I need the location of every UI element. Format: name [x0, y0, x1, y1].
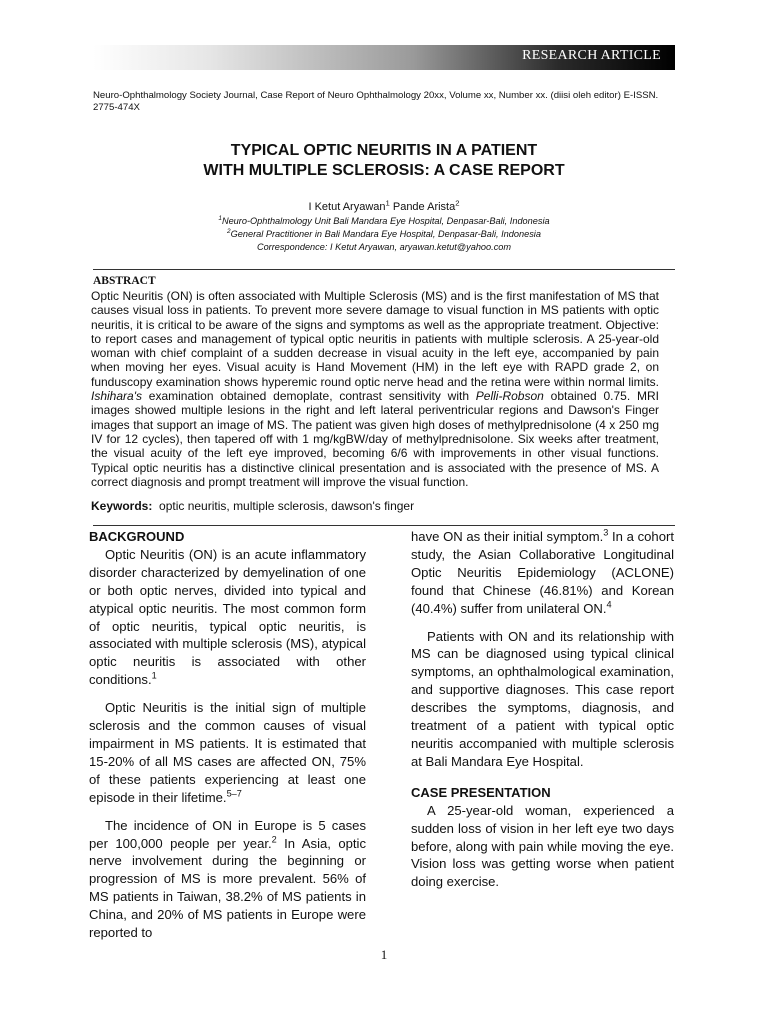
- affiliation-1-mark: 1: [218, 214, 222, 222]
- body-paragraph-text: Optic Neuritis is the initial sign of multiple sclerosis and the common causes of visual impairment in MS patients. It is estimated that 15-20% of all MS cases are affected ON, 75% of these patients experiencing at least one episode in their lifetime.: [89, 700, 366, 805]
- affiliation-2-text: General Practitioner in Bali Mandara Eye Hospital, Denpasar-Bali, Indonesia: [230, 229, 541, 239]
- body-paragraph: [411, 802, 674, 892]
- citation-ref: 4: [606, 599, 612, 610]
- title-line-1: TYPICAL OPTIC NEURITIS IN A PATIENT: [230, 142, 538, 159]
- abstract-heading: ABSTRACT: [93, 275, 156, 287]
- body-paragraph-text: A 25-year-old woman, experienced a sudden loss of vision in her left eye two days before, along with pain while moving the eye. Vision loss was getting worse when patient doing exercise.: [411, 802, 674, 890]
- background-heading: BACKGROUND: [89, 529, 185, 544]
- abstract-top-rule: [93, 269, 675, 270]
- body-paragraph-text: have ON as their initial symptom.: [411, 529, 604, 544]
- author-1: I Ketut Aryawan: [308, 201, 386, 213]
- paper-title: [93, 141, 675, 181]
- body-paragraph-text: In a cohort study, the Asian Collaborative Longitudinal Optic Neuritis Epidemiology (ACLONE) found that Chinese (46.81%) and Korean (40.4%) suffer from unilateral ON.: [411, 529, 674, 616]
- citation-ref: 1: [151, 670, 157, 681]
- keywords: [91, 499, 414, 513]
- page-number: 1: [380, 947, 388, 962]
- abstract-text-part: Optic Neuritis (ON) is often associated with Multiple Sclerosis (MS) and is the first manifestation of MS that causes visual loss in patients. To prevent more severe damage to visual function in MS patients with optic neuritis, it is critical to be aware of the signs and symptoms as well as the appropriate treatment. Objective: to report cases and management of typical optic neuritis in patients with multiple sclerosis. A 25-year-old woman with chief complaint of a sudden decrease in visual acuity in the left eye, accompanied by pain when moving her eyes. Visual acuity is Hand Movement (HM) in the left eye with RAPD grade 2, on funduscopy examination shows hyperemic round optic nerve head and the retina were within normal limits.: [91, 289, 659, 389]
- body-paragraph-text: In Asia, optic nerve involvement during the beginning or progression of MS is more prevalent. 56% of MS patients in Taiwan, 38.2% of MS patients in China, and 20% of MS patients in Europe were reported to: [89, 835, 366, 941]
- abstract-italic-term: Ishihara's: [91, 389, 142, 404]
- keywords-label: Keywords:: [91, 499, 153, 513]
- abstract-text-part: obtained 0.75. MRI images showed multiple lesions in the right and left lateral periventricular regions and Dawson's Finger images that support an image of MS. The patient was given high doses of methylprednisolone (4 x 250 mg IV for 12 cycles), then tapered off with 1 mg/kgBW/day of methylprednisolone. Six weeks after treatment, the visual acuity of the left eye improved, becoming 6/6 with improvements in other visual functions. Typical optic neuritis has a distinctive clinical presentation and is associated with the presence of MS. A correct diagnosis and prompt treatment will improve the visual function.: [91, 389, 659, 489]
- title-line-2: WITH MULTIPLE SCLEROSIS: A CASE REPORT: [203, 162, 565, 179]
- body-paragraph: [411, 528, 674, 618]
- abstract-bottom-rule: [93, 525, 675, 526]
- affiliation-2-mark: 2: [227, 227, 231, 235]
- abstract-text: [91, 289, 659, 489]
- correspondence: Correspondence: I Ketut Aryawan, aryawan.ketut@yahoo.com: [256, 242, 512, 252]
- case-presentation-heading: CASE PRESENTATION: [411, 784, 551, 800]
- abstract-italic-term: Pelli-Robson: [475, 389, 544, 404]
- body-paragraph: [411, 628, 674, 771]
- body-paragraph-text: Patients with ON and its relationship with MS can be diagnosed using typical clinical symptoms, an ophthalmological examination, and supportive diagnoses. This case report describes the symptoms, diagnosis, and treatment of a patient with typical optic neuritis accompanied with multiple sclerosis at Bali Mandara Eye Hospital.: [411, 628, 674, 769]
- body-paragraph-text: The incidence of ON in Europe is 5 cases per 100,000 people per year.: [89, 817, 366, 851]
- affiliation-1-text: Neuro-Ophthalmology Unit Bali Mandara Eye Hospital, Denpasar-Bali, Indonesia: [221, 216, 550, 226]
- citation-ref: 2: [271, 834, 277, 845]
- body-paragraph: [89, 546, 366, 689]
- body-column-left: [89, 528, 366, 952]
- article-type-label: RESEARCH ARTICLE: [522, 48, 661, 63]
- journal-info: Neuro-Ophthalmology Society Journal, Case Report of Neuro Ophthalmology 20xx, Volume xx, Number xx. (diisi oleh editor) E-ISSN. 2775-474X: [93, 90, 659, 113]
- keywords-text: optic neuritis, multiple sclerosis, dawson's finger: [159, 499, 415, 513]
- body-paragraph-text: Optic Neuritis (ON) is an acute inflammatory disorder characterized by demyelination of one or both optic nerves, divided into typical and atypical optic neuritis. The most common form of optic neuritis, typical optic neuritis, is associated with multiple sclerosis (MS), atypical optic neuritis is associated with other conditions.: [89, 546, 366, 688]
- body-paragraph: [89, 699, 366, 806]
- citation-ref: 5–7: [226, 788, 242, 799]
- abstract-text-part: examination obtained demoplate, contrast sensitivity with: [141, 389, 476, 404]
- author-list: [93, 198, 675, 213]
- research-article-banner: [93, 45, 675, 70]
- body-paragraph: [89, 817, 366, 942]
- citation-ref: 3: [603, 527, 609, 538]
- author-2-affiliation-mark: 2: [455, 198, 460, 208]
- affiliation-1: [93, 215, 675, 227]
- author-1-affiliation-mark: 1: [385, 198, 390, 208]
- author-2: Pande Arista: [392, 201, 456, 213]
- body-column-right: [411, 528, 674, 901]
- affiliation-2: [93, 228, 675, 240]
